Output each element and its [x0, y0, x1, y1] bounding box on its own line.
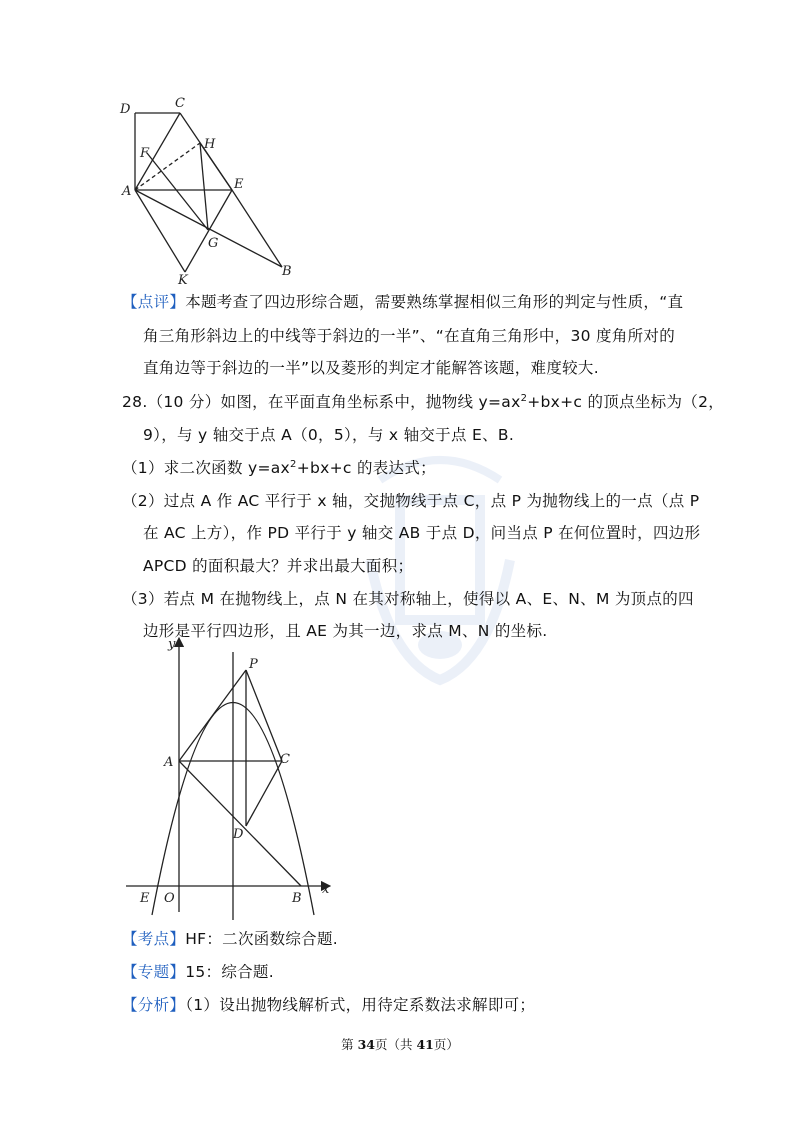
fenxi-line: 【分析】（1）设出抛物线解析式，用待定系数法求解即可；	[122, 996, 536, 1014]
zhuanti-line: 【专题】15：综合题.	[122, 963, 274, 981]
page-total: 41	[416, 1037, 434, 1052]
label-A: A	[164, 755, 174, 770]
label-E: E	[140, 891, 150, 906]
question-28-line-2: 9），与 y 轴交于点 A（0，5），与 x 轴交于点 E、B.	[143, 426, 515, 444]
question-score: （10 分）	[147, 393, 221, 411]
geometry-figure	[110, 95, 310, 285]
zhuanti-tag: 【专题】	[122, 963, 186, 981]
label-D: D	[233, 827, 244, 842]
label-x: x	[322, 882, 330, 897]
label-B: B	[292, 891, 302, 906]
part-2-line-2: 在 AC 上方），作 PD 平行于 y 轴交 AB 于点 D，问当点 P 在何位置时，四边形	[143, 524, 701, 542]
label-O: O	[164, 891, 175, 906]
label-y: y	[168, 637, 176, 652]
review-line-2: 角三角形斜边上的中线等于斜边的一半”、“在直角三角形中，30 度角所对的	[143, 327, 676, 345]
label-D: D	[120, 102, 131, 117]
fenxi-tag: 【分析】	[122, 996, 186, 1014]
label-F: F	[140, 146, 150, 161]
label-E: E	[234, 177, 244, 192]
part-2-line-3: APCD 的面积最大？并求出最大面积；	[143, 557, 414, 575]
part-2-line-1: （2）过点 A 作 AC 平行于 x 轴，交抛物线于点 C，点 P 为抛物线上的一点（点 P	[122, 492, 700, 510]
label-G: G	[208, 236, 219, 251]
review-line-3: 直角边等于斜边的一半”以及菱形的判定才能解答该题，难度较大.	[143, 359, 599, 377]
review-line-1: 【点评】本题考查了四边形综合题，需要熟练掌握相似三角形的判定与性质，“直	[122, 293, 684, 311]
review-tag: 【点评】	[122, 293, 186, 311]
label-H: H	[204, 137, 216, 152]
question-28-line-1: 28.（10 分）如图，在平面直角坐标系中，抛物线 $y=ax^2+bx+c$ 的顶点坐标为（2，	[122, 392, 725, 411]
kaodian-tag: 【考点】	[122, 930, 186, 948]
label-P: P	[249, 657, 258, 672]
label-A: A	[122, 184, 132, 199]
label-C: C	[175, 96, 185, 111]
kaodian-line: 【考点】HF：二次函数综合题.	[122, 930, 339, 948]
label-K: K	[178, 273, 188, 285]
label-B: B	[282, 264, 292, 279]
part-3-line-2: 边形是平行四边形，且 AE 为其一边，求点 M、N 的坐标.	[143, 622, 548, 640]
part-3-line-1: （3）若点 M 在抛物线上，点 N 在其对称轴上，使得以 A、E、N、M 为顶点的四	[122, 590, 694, 608]
page-footer: 第 34页（共 41页）	[341, 1037, 459, 1052]
page-number: 34	[357, 1037, 375, 1052]
parabola-figure	[118, 630, 338, 920]
part-1: （1）求二次函数 $y=ax^2+bx+c$ 的表达式；	[122, 458, 436, 477]
label-C: C	[280, 752, 290, 767]
question-number: 28.	[122, 393, 148, 411]
